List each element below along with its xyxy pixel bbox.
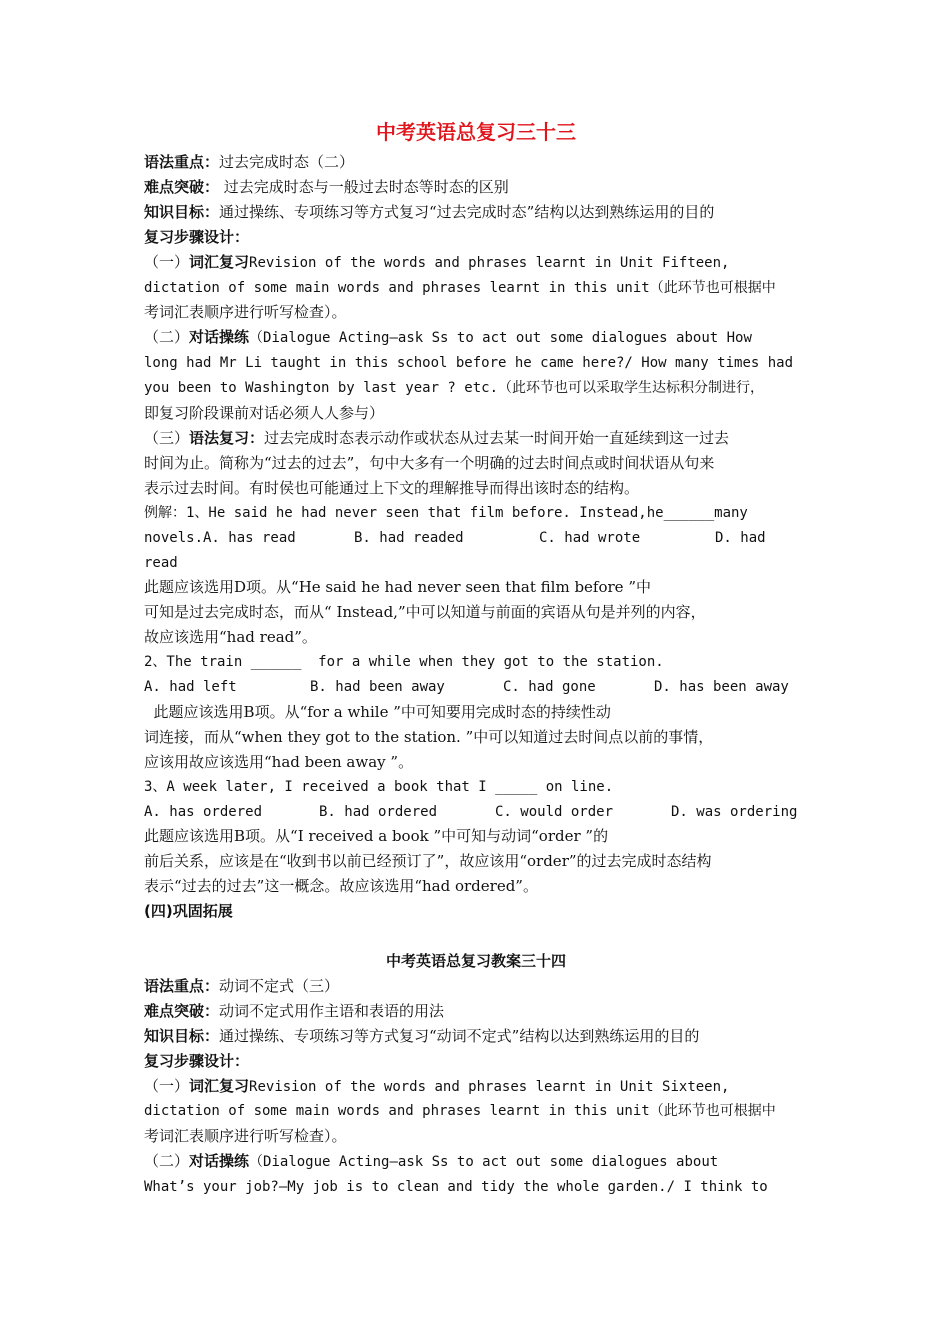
grammar-review-line-1 — [144, 426, 808, 451]
dialogue-practice-2-prefix: （二） — [144, 1152, 190, 1171]
grammar-review-text: 过去完成时态表示动作或状态从过去某一时间开始一直延续到这一过去 — [264, 428, 730, 447]
grammar-review-prefix: （三） — [144, 428, 190, 447]
vocab-review-line-1 — [144, 250, 808, 276]
section-spacer — [144, 924, 808, 949]
review-steps-heading-2: 复习步骤设计： — [144, 1051, 250, 1070]
vocab-review-label: 词汇复习 — [189, 252, 250, 271]
review-steps-heading: 复习步骤设计： — [144, 227, 250, 246]
example-3-option-b: B. had ordered — [319, 803, 438, 820]
difficulty-2-label: 难点突破： — [144, 1001, 220, 1020]
example-1-option-b: B. had readed — [354, 529, 464, 546]
grammar-focus-2-text: 动词不定式（三） — [219, 976, 340, 995]
grammar-focus — [144, 150, 808, 175]
example-3-answer-2: 前后关系，应该是在“收到书以前已经预订了”，故应该用“order”的过去完成时态结构 — [144, 852, 712, 871]
document-body — [144, 118, 808, 1200]
example-2-option-b: B. had been away — [310, 679, 445, 696]
example-2-answer-2: 词连接，而从“when they got to the station. ”中可以知道过去时间点以前的事情， — [144, 727, 714, 746]
example-1-answer-3: 故应该选用“had read”。 — [144, 628, 317, 647]
difficulty-text: 过去完成时态与一般过去时态等时态的区别 — [219, 177, 509, 196]
vocab-review-line-3: 考词汇表顺序进行听写检查）。 — [144, 303, 347, 322]
vocab-review-2-line-3: 考词汇表顺序进行听写检查）。 — [144, 1127, 347, 1146]
example-1-option-c: C. had wrote — [539, 529, 641, 546]
lesson-33-title: 中考英语总复习三十三 — [376, 120, 576, 144]
vocab-review-prefix: （一） — [144, 252, 190, 271]
grammar-focus-label: 语法重点： — [144, 153, 220, 171]
vocab-review-2-text: Revision of the words and phrases learnt in Unit Sixteen, — [249, 1078, 730, 1095]
dialogue-practice-label: 对话操练 — [189, 328, 250, 347]
dialogue-practice-line-1 — [144, 325, 808, 351]
grammar-focus-text: 过去完成时态（二） — [219, 153, 355, 171]
grammar-review-line-3: 表示过去时间。有时侯也可能通过上下文的理解推导而得出该时态的结构。 — [144, 478, 640, 497]
vocab-review-line-2: dictation of some main words and phrases learnt in this unit（此环节也可根据中 — [144, 279, 776, 296]
grammar-review-label: 语法复习： — [189, 428, 265, 447]
example-1-answer-1: 此题应该选用D项。从“He said he had never seen that film before ”中 — [144, 578, 651, 597]
difficulty-2 — [144, 999, 808, 1024]
example-2-option-c: C. had gone — [503, 679, 596, 696]
example-1-question: 例解：1、He said he had never seen that film before. Instead,he______many — [144, 504, 748, 521]
example-2-options — [144, 675, 808, 700]
dialogue-practice-line-3: you been to Washington by last year ? etc.（此环节也可以采取学生达标积分制进行， — [144, 380, 765, 397]
grammar-review-line-2: 时间为止。简称为“过去的过去”，句中大多有一个明确的过去时间点或时间状语从句来 — [144, 453, 715, 472]
example-3-option-a: A. has ordered — [144, 803, 263, 820]
dialogue-practice-2-line-1 — [144, 1149, 808, 1175]
example-3-option-c: C. would order — [495, 803, 614, 820]
knowledge-goal — [144, 200, 808, 225]
example-3-question: 3、A week later, I received a book that I _____ on line. — [144, 778, 614, 795]
example-1-option-d: D. had — [715, 529, 766, 546]
dialogue-practice-2-label: 对话操练 — [189, 1152, 250, 1171]
example-3-answer-3: 表示“过去的过去”这一概念。故应该选用“had ordered”。 — [144, 877, 538, 896]
example-1-continuation: read — [144, 554, 178, 571]
vocab-review-2-label: 词汇复习 — [189, 1076, 250, 1095]
difficulty-2-text: 动词不定式用作主语和表语的用法 — [219, 1001, 445, 1020]
example-3-answer-1: 此题应该选用B项。从“I received a book ”中可知与动词“order ”的 — [144, 827, 609, 846]
knowledge-goal-label: 知识目标： — [144, 202, 220, 221]
consolidation-heading: (四)巩固拓展 — [144, 902, 233, 921]
dialogue-practice-line-2: long had Mr Li taught in this school before he came here?/ How many times had — [144, 355, 794, 372]
vocab-review-2-prefix: （一） — [144, 1076, 190, 1095]
example-3-option-d: D. was ordering — [671, 803, 798, 820]
example-1-answer-2: 可知是过去完成时态，而从“ Instead,”中可以知道与前面的宾语从句是并列的内容， — [144, 603, 706, 622]
dialogue-practice-line-4: 即复习阶段课前对话必须人人参与） — [144, 404, 385, 423]
example-2-answer-3: 应该用故应该选用“had been away ”。 — [144, 752, 414, 771]
vocab-review-text: Revision of the words and phrases learnt in Unit Fifteen, — [249, 254, 730, 271]
dialogue-practice-2-text: （Dialogue Acting—ask Ss to act out some dialogues about — [249, 1154, 719, 1171]
vocab-review-2-line-2: dictation of some main words and phrases learnt in this unit（此环节也可根据中 — [144, 1103, 776, 1120]
dialogue-practice-text: （Dialogue Acting—ask Ss to act out some dialogues about How — [249, 330, 752, 347]
grammar-focus-2 — [144, 974, 808, 999]
difficulty-label: 难点突破： — [144, 177, 220, 196]
vocab-review-2-line-1 — [144, 1074, 808, 1100]
example-3-options — [144, 800, 808, 825]
example-2-option-d: D. has been away — [654, 679, 789, 696]
example-2-option-a: A. had left — [144, 679, 237, 696]
difficulty — [144, 175, 808, 200]
grammar-focus-2-label: 语法重点： — [144, 976, 220, 995]
knowledge-goal-2 — [144, 1024, 808, 1049]
example-1-options — [144, 526, 808, 551]
example-2-answer-1: 此题应该选用B项。从“for a while ”中可知要用完成时态的持续性动 — [144, 702, 611, 721]
example-1-option-a: novels.A. has read — [144, 529, 296, 546]
example-2-question: 2、The train ______ for a while when they got to the station. — [144, 654, 664, 671]
dialogue-practice-2-line-2: What’s your job?—My job is to clean and tidy the whole garden./ I think to — [144, 1179, 768, 1196]
knowledge-goal-text: 通过操练、专项练习等方式复习“过去完成时态”结构以达到熟练运用的目的 — [219, 202, 715, 221]
lesson-34-title: 中考英语总复习教案三十四 — [385, 951, 566, 970]
dialogue-practice-prefix: （二） — [144, 328, 190, 347]
knowledge-goal-2-text: 通过操练、专项练习等方式复习“动词不定式”结构以达到熟练运用的目的 — [219, 1026, 700, 1045]
knowledge-goal-2-label: 知识目标： — [144, 1026, 220, 1045]
